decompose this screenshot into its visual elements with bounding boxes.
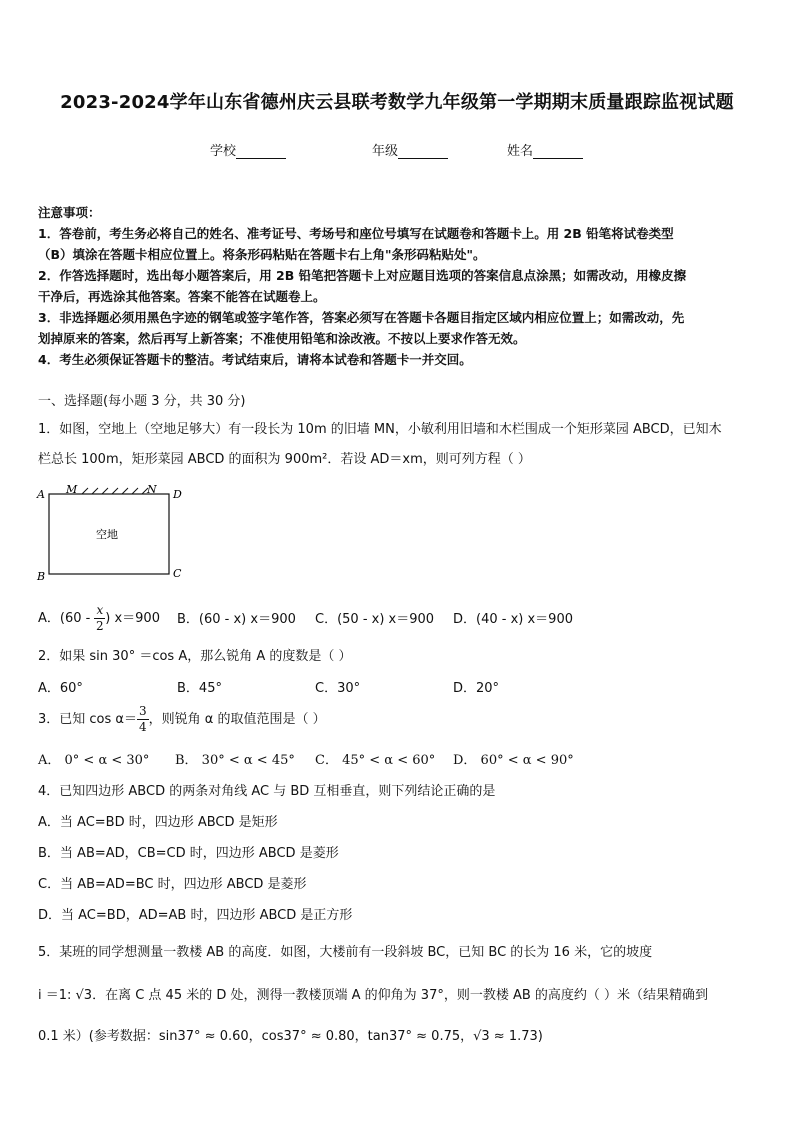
notice-line-6: 划掉原来的答案，然后再写上新答案；不准使用铅笔和涂改液。不按以上要求作答无效。 — [38, 331, 526, 346]
notice-line-4: 干净后，再选涂其他答案。答案不能答在试题卷上。 — [38, 289, 326, 304]
q1-option-d[interactable]: D．(40 - x) x＝900 — [453, 612, 573, 627]
label-N: N — [147, 483, 157, 496]
q2-option-c[interactable]: C．30° — [315, 681, 361, 696]
notice-line-1: 1．答卷前，考生务必将自己的姓名、准考证号、考场号和座位号填写在试题卷和答题卡上。用 2B 铅笔将试卷类型 — [38, 226, 674, 241]
label-open-space: 空地 — [96, 528, 118, 541]
q1-option-a-suffix: ) x＝900 — [105, 611, 160, 626]
notice-heading: 注意事项： — [38, 205, 101, 220]
q3-fraction — [137, 704, 149, 735]
q4-option-a[interactable]: A．当 AC=BD 时，四边形 ABCD 是矩形 — [38, 815, 278, 830]
school-field — [210, 140, 286, 159]
q1-option-b[interactable]: B．(60 - x) x＝900 — [177, 612, 296, 627]
q3-stem-prefix: 3．已知 cos α＝ — [38, 712, 137, 727]
q4-option-c[interactable]: C．当 AB=AD=BC 时，四边形 ABCD 是菱形 — [38, 877, 307, 892]
school-label: 学校 — [210, 144, 237, 159]
q2-option-b[interactable]: B．45° — [177, 681, 222, 696]
q3-option-a[interactable]: A． 0° < α < 30° — [38, 753, 150, 768]
q4-option-b[interactable]: B．当 AB=AD，CB=CD 时，四边形 ABCD 是菱形 — [38, 846, 339, 861]
name-blank — [533, 146, 583, 159]
q2-stem: 2．如果 sin 30° ＝cos A，那么锐角 A 的度数是（ ） — [38, 649, 352, 664]
label-C: C — [173, 567, 182, 580]
fraction-numerator: x — [96, 603, 104, 617]
q5-stem-line-2: i ＝1: √3．在离 C 点 45 米的 D 处，测得一教楼顶端 A 的仰角为 37°，则一教楼 AB 的高度约（ ）米（结果精确到 — [38, 988, 709, 1003]
school-blank — [236, 146, 286, 159]
q2-option-d[interactable]: D．20° — [453, 681, 500, 696]
notice-line-2: （B）填涂在答题卡相应位置上。将条形码粘贴在答题卡右上角"条形码粘贴处"。 — [38, 247, 486, 262]
q4-option-d[interactable]: D．当 AC=BD，AD=AB 时，四边形 ABCD 是正方形 — [38, 908, 353, 923]
name-label: 姓名 — [507, 144, 534, 159]
notice-line-3: 2．作答选择题时，选出每小题答案后，用 2B 铅笔把答题卡上对应题目选项的答案信息点涂黑；如需改动，用橡皮擦 — [38, 268, 687, 283]
q1-option-c[interactable]: C．(50 - x) x＝900 — [315, 612, 435, 627]
q2-option-a[interactable]: A．60° — [38, 681, 83, 696]
notice-line-7: 4．考生必须保证答题卡的整洁。考试结束后，请将本试卷和答题卡一并交回。 — [38, 352, 472, 367]
q1-stem-line-1: 1．如图，空地上（空地足够大）有一段长为 10m 的旧墙 MN，小敏利用旧墙和木栏围成一个矩形菜园 ABCD，已知木 — [38, 422, 722, 437]
label-M: M — [66, 483, 78, 496]
fraction-numerator: 3 — [138, 704, 147, 718]
q1-option-a-prefix: A．(60 - — [38, 611, 95, 626]
q1-option-a[interactable] — [38, 603, 160, 634]
q1-figure — [34, 478, 194, 586]
q3-option-b[interactable]: B． 30° < α < 45° — [175, 753, 295, 768]
section-heading: 一、选择题(每小题 3 分，共 30 分) — [38, 394, 246, 409]
q1-stem-line-2: 栏总长 100m，矩形菜园 ABCD 的面积为 900m²．若设 AD＝xm，则可列方程（ ） — [38, 452, 531, 467]
q3-option-c[interactable]: C． 45° < α < 60° — [315, 753, 436, 768]
q3-option-d[interactable]: D． 60° < α < 90° — [453, 753, 574, 768]
name-field — [507, 140, 583, 159]
q1-option-a-fraction — [94, 603, 105, 634]
q3-stem-suffix: ，则锐角 α 的取值范围是（ ） — [148, 712, 326, 727]
wall-hatching — [82, 488, 148, 494]
notice-line-5: 3．非选择题必须用黑色字迹的钢笔或签字笔作答，答案必须写在答题卡各题目指定区域内相应位置上；如需改动，先 — [38, 310, 685, 325]
grade-blank — [398, 146, 448, 159]
label-B: B — [37, 570, 46, 583]
q5-stem-line-3: 0.1 米）(参考数据：sin37° ≈ 0.60，cos37° ≈ 0.80，tan37° ≈ 0.75，√3 ≈ 1.73) — [38, 1029, 543, 1044]
q4-stem: 4．已知四边形 ABCD 的两条对角线 AC 与 BD 互相垂直，则下列结论正确的是 — [38, 784, 496, 799]
q3-stem — [38, 704, 326, 735]
fraction-denominator: 4 — [138, 720, 147, 734]
fraction-denominator: 2 — [96, 619, 104, 633]
grade-label: 年级 — [372, 144, 399, 159]
grade-field — [372, 140, 448, 159]
label-A: A — [37, 488, 45, 501]
page-title: 2023-2024学年山东省德州庆云县联考数学九年级第一学期期末质量跟踪监视试题 — [60, 92, 734, 113]
label-D: D — [173, 488, 182, 501]
q5-stem-line-1: 5．某班的同学想测量一教楼 AB 的高度．如图，大楼前有一段斜坡 BC，已知 BC 的长为 16 米，它的坡度 — [38, 945, 653, 960]
